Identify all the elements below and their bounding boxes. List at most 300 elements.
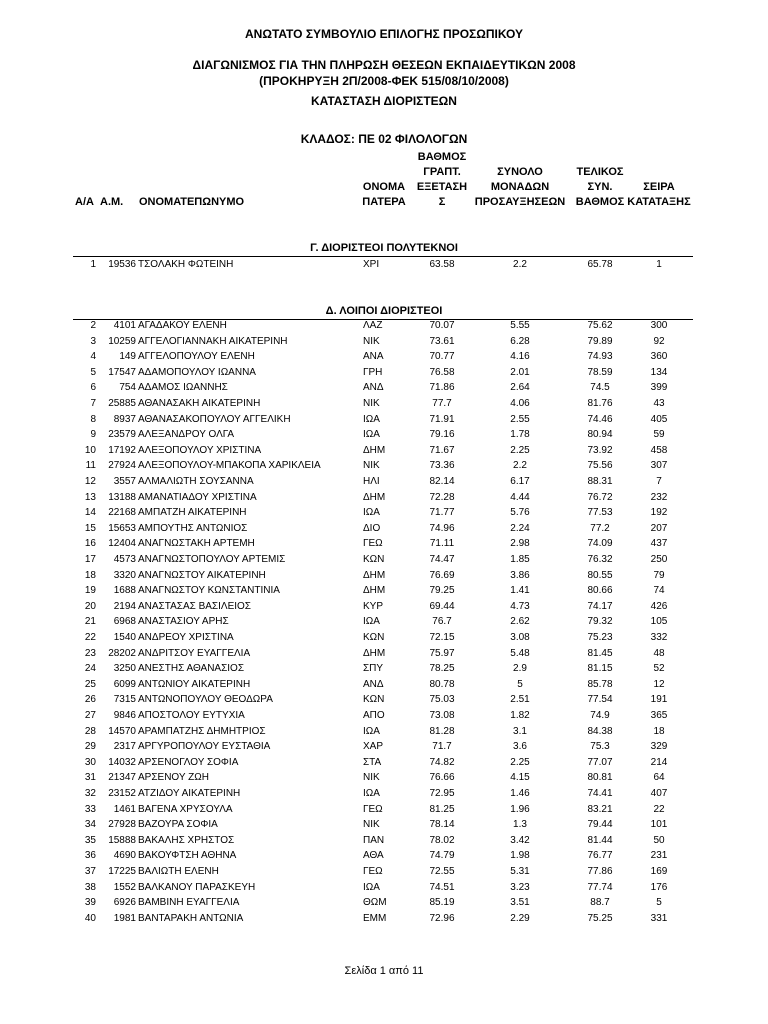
cell-total: 74.46 [587, 413, 613, 425]
cell-aa: 9 [90, 429, 96, 441]
cell-father: ΙΩΑ [363, 788, 380, 799]
cell-father: ΔΗΜ [363, 647, 386, 659]
cell-bonus: 4.06 [510, 398, 530, 409]
cell-name: ΑΛΜΑΛΙΩΤΗ ΣΟΥΣΑΝΝΑ [138, 476, 254, 487]
cell-father: ΙΩΑ [363, 507, 380, 519]
organization-title: ΑΝΩΤΑΤΟ ΣΥΜΒΟΥΛΙΟ ΕΠΙΛΟΓΗΣ ΠΡΟΣΩΠΙΚΟΥ [244, 27, 523, 41]
cell-father: ΓΡΗ [363, 366, 383, 378]
cell-rank: 329 [650, 741, 668, 753]
cell-grade: 74.96 [429, 522, 455, 534]
cell-bonus: 1.46 [510, 788, 530, 799]
cell-bonus: 2.62 [510, 616, 530, 628]
cell-bonus: 2.25 [510, 444, 530, 456]
cell-total: 74.5 [590, 382, 610, 394]
cell-rank: 7 [656, 476, 662, 487]
cell-grade: 69.44 [429, 600, 455, 612]
cell-bonus: 1.78 [510, 429, 530, 441]
cell-aa: 34 [84, 819, 96, 831]
header-father-line1: ΟΝΟΜΑ [362, 181, 406, 193]
cell-total: 77.07 [587, 756, 613, 768]
cell-am: 15653 [108, 522, 136, 534]
cell-name: ΒΑΚΟΥΦΤΣΗ ΑΘΗΝΑ [138, 850, 237, 862]
cell-name: ΑΤΖΙΔΟΥ ΑΙΚΑΤΕΡΙΝΗ [138, 788, 241, 799]
cell-grade: 71.86 [429, 382, 455, 394]
cell-father: ΔΗΜ [363, 444, 386, 456]
cell-am: 6099 [113, 678, 136, 690]
cell-total: 77.53 [587, 507, 613, 519]
cell-father: ΚΥΡ [363, 600, 384, 612]
cell-grade: 76.58 [429, 366, 455, 378]
cell-am: 17547 [108, 366, 136, 378]
cell-aa: 24 [84, 663, 96, 675]
cell-name: ΒΑΜΒΙΝΗ ΕΥΑΓΓΕΛΙΑ [138, 897, 240, 909]
cell-aa: 36 [84, 850, 96, 862]
cell-aa: 39 [84, 897, 96, 909]
cell-name: ΑΝΤΩΝΙΟΥ ΑΙΚΑΤΕΡΙΝΗ [138, 678, 251, 690]
cell-am: 149 [119, 351, 136, 363]
page-footer: Σελίδα 1 από 11 [344, 965, 424, 977]
header-bonus-line3: ΠΡΟΣΑΥΞΗΣΕΩΝ [474, 196, 566, 208]
cell-name: ΒΑΛΙΩΤΗ ΕΛΕΝΗ [138, 866, 219, 877]
cell-rank: 79 [653, 569, 665, 581]
cell-bonus: 2.55 [510, 413, 530, 425]
cell-rank: 207 [650, 522, 668, 534]
cell-name: ΒΑΖΟΥΡΑ ΣΟΦΙΑ [138, 819, 218, 831]
cell-bonus: 3.1 [513, 725, 527, 737]
cell-total: 76.72 [587, 491, 613, 503]
cell-am: 25885 [108, 398, 136, 409]
cell-am: 1552 [113, 881, 136, 893]
cell-aa: 38 [84, 881, 96, 893]
cell-name: ΑΛΕΞΑΝΔΡΟΥ ΟΛΓΑ [138, 429, 235, 441]
cell-total: 80.55 [587, 569, 613, 581]
cell-father: ΑΘΑ [363, 850, 384, 862]
cell-aa: 3 [90, 335, 96, 347]
cell-rank: 74 [653, 585, 665, 597]
cell-aa: 11 [85, 460, 96, 472]
cell-name: ΑΝΑΓΝΩΣΤΑΚΗ ΑΡΤΕΜΗ [138, 538, 255, 550]
cell-father: ΓΕΩ [363, 803, 383, 815]
cell-bonus: 2.2 [513, 259, 527, 270]
cell-father: ΔΗΜ [363, 491, 386, 503]
cell-grade: 79.25 [429, 585, 455, 597]
cell-father: ΙΩΑ [363, 725, 380, 737]
cell-bonus: 3.6 [513, 741, 527, 753]
cell-aa: 27 [84, 710, 96, 721]
cell-rank: 134 [650, 366, 668, 378]
cell-am: 17192 [108, 444, 136, 456]
cell-aa: 16 [84, 538, 96, 550]
cell-name: ΒΑΓΕΝΑ ΧΡΥΣΟΥΛΑ [138, 803, 233, 815]
cell-total: 81.45 [587, 647, 613, 659]
header-grade-line3: ΕΞΕΤΑΣΗ [416, 181, 468, 193]
cell-am: 28202 [108, 647, 136, 659]
cell-aa: 31 [84, 772, 96, 784]
cell-bonus: 1.96 [510, 803, 530, 815]
cell-bonus: 3.08 [510, 632, 530, 643]
cell-rank: 50 [653, 834, 665, 846]
cell-am: 2317 [113, 741, 136, 753]
branch-title: ΚΛΑΔΟΣ: ΠΕ 02 ΦΙΛΟΛΟΓΩΝ [300, 132, 468, 146]
cell-name: ΤΣΟΛΑΚΗ ΦΩΤΕΙΝΗ [138, 259, 234, 270]
cell-aa: 19 [84, 585, 96, 597]
cell-grade: 70.07 [429, 320, 455, 331]
cell-am: 1688 [113, 585, 136, 597]
cell-aa: 18 [84, 569, 96, 581]
cell-father: ΑΝΔ [363, 678, 384, 690]
cell-am: 14570 [108, 725, 136, 737]
cell-name: ΑΜΠΟΥΤΗΣ ΑΝΤΩΝΙΟΣ [138, 522, 248, 534]
cell-total: 76.32 [587, 554, 613, 565]
cell-rank: 232 [650, 491, 668, 503]
cell-total: 73.92 [587, 444, 613, 456]
cell-name: ΑΔΑΜΟΠΟΥΛΟΥ ΙΩΑΝΝΑ [138, 366, 256, 378]
cell-am: 13188 [108, 491, 136, 503]
cell-aa: 12 [84, 476, 96, 487]
cell-total: 88.7 [590, 897, 610, 909]
cell-grade: 81.25 [429, 803, 455, 815]
cell-father: ΑΝΔ [363, 382, 384, 394]
cell-total: 75.25 [587, 912, 613, 924]
cell-am: 7315 [113, 694, 136, 706]
cell-bonus: 6.28 [510, 335, 530, 347]
section-title-polyteknoi: Γ. ΔΙΟΡΙΣΤΕΟΙ ΠΟΛΥΤΕΚΝΟΙ [310, 242, 458, 254]
cell-father: ΧΡΙ [363, 259, 380, 270]
cell-grade: 75.97 [429, 647, 455, 659]
cell-grade: 74.51 [429, 881, 455, 893]
cell-total: 80.81 [587, 772, 613, 784]
cell-name: ΑΓΓΕΛΟΓΙΑΝΝΑΚΗ ΑΙΚΑΤΕΡΙΝΗ [138, 335, 288, 347]
cell-name: ΑΝΤΩΝΟΠΟΥΛΟΥ ΘΕΟΔΩΡΑ [138, 694, 273, 706]
cell-name: ΑΓΑΔΑΚΟΥ ΕΛΕΝΗ [138, 320, 227, 331]
cell-am: 8937 [113, 413, 136, 425]
cell-name: ΑΛΕΞΟΠΟΥΛΟΥ-ΜΠΑΚΟΠΑ ΧΑΡΙΚΛΕΙΑ [138, 460, 321, 472]
cell-name: ΒΑΚΑΛΗΣ ΧΡΗΣΤΟΣ [138, 834, 235, 846]
cell-aa: 25 [84, 678, 96, 690]
cell-rank: 365 [650, 710, 668, 721]
cell-father: ΠΑΝ [363, 834, 385, 846]
cell-father: ΧΑΡ [363, 741, 384, 753]
cell-grade: 82.14 [429, 476, 455, 487]
cell-am: 17225 [108, 866, 136, 877]
header-aa: Α/Α [75, 196, 94, 208]
cell-father: ΗΛΙ [363, 476, 380, 487]
cell-grade: 78.25 [429, 663, 455, 675]
cell-aa: 2 [90, 320, 96, 331]
cell-total: 79.32 [587, 616, 613, 628]
cell-grade: 74.79 [429, 850, 455, 862]
cell-bonus: 4.44 [510, 491, 530, 503]
cell-bonus: 2.01 [510, 366, 530, 378]
cell-am: 1540 [113, 632, 136, 643]
cell-total: 79.44 [587, 819, 613, 831]
header-rank-line2: ΚΑΤΑΤΑΞΗΣ [627, 196, 691, 208]
cell-name: ΑΝΕΣΤΗΣ ΑΘΑΝΑΣΙΟΣ [138, 663, 245, 675]
cell-father: ΑΝΑ [363, 351, 384, 363]
cell-aa: 33 [84, 803, 96, 815]
cell-am: 4101 [113, 320, 136, 331]
header-grade-line1: ΒΑΘΜΟΣ [417, 151, 467, 163]
cell-am: 1981 [113, 912, 136, 924]
cell-father: ΚΩΝ [363, 632, 385, 643]
cell-rank: 426 [650, 600, 668, 612]
cell-total: 75.56 [587, 460, 613, 472]
cell-rank: 407 [650, 788, 668, 799]
cell-rank: 92 [653, 335, 665, 347]
cell-am: 19536 [108, 259, 136, 270]
cell-grade: 80.78 [429, 678, 455, 690]
cell-grade: 71.67 [429, 444, 455, 456]
cell-bonus: 4.73 [510, 600, 530, 612]
cell-rank: 22 [653, 803, 665, 815]
cell-father: ΚΩΝ [363, 554, 385, 565]
cell-name: ΑΡΣΕΝΟΓΛΟΥ ΣΟΦΙΑ [138, 756, 239, 768]
header-bonus-line2: ΜΟΝΑΔΩΝ [490, 181, 550, 193]
cell-am: 27924 [108, 460, 136, 472]
cell-father: ΣΠΥ [363, 663, 384, 675]
cell-am: 1461 [113, 803, 136, 815]
cell-name: ΒΑΝΤΑΡΑΚΗ ΑΝΤΩΝΙΑ [138, 912, 244, 924]
cell-am: 754 [119, 382, 136, 394]
header-grade-line4: Σ [438, 196, 446, 208]
cell-rank: 405 [650, 413, 668, 425]
cell-rank: 48 [653, 647, 665, 659]
cell-grade: 76.69 [429, 569, 455, 581]
cell-am: 23579 [108, 429, 136, 441]
cell-am: 23152 [108, 788, 136, 799]
cell-grade: 72.95 [429, 788, 455, 799]
cell-aa: 21 [84, 616, 96, 628]
cell-father: ΕΜΜ [363, 912, 387, 924]
cell-bonus: 2.29 [510, 912, 530, 924]
cell-rank: 231 [650, 850, 668, 862]
cell-name: ΑΝΑΣΤΑΣΙΟΥ ΑΡΗΣ [138, 616, 229, 628]
cell-bonus: 2.2 [513, 460, 527, 472]
cell-aa: 23 [84, 647, 96, 659]
cell-total: 79.89 [587, 335, 613, 347]
cell-aa: 8 [90, 413, 96, 425]
cell-father: ΝΙΚ [363, 335, 380, 347]
cell-grade: 63.58 [429, 259, 455, 270]
cell-total: 74.9 [590, 710, 610, 721]
cell-bonus: 4.16 [510, 351, 530, 363]
cell-aa: 4 [90, 351, 96, 363]
cell-aa: 30 [84, 756, 96, 768]
cell-aa: 13 [84, 491, 96, 503]
cell-name: ΑΓΓΕΛΟΠΟΥΛΟΥ ΕΛΕΝΗ [138, 351, 255, 363]
cell-father: ΣΤΑ [363, 756, 382, 768]
cell-grade: 78.02 [429, 834, 455, 846]
cell-name: ΑΛΕΞΟΠΟΥΛΟΥ ΧΡΙΣΤΙΝΑ [138, 444, 262, 456]
cell-father: ΔΙΟ [363, 522, 381, 534]
cell-bonus: 2.98 [510, 538, 530, 550]
cell-total: 83.21 [587, 803, 613, 815]
cell-total: 77.2 [590, 522, 610, 534]
cell-bonus: 3.42 [510, 834, 530, 846]
cell-aa: 17 [84, 554, 96, 565]
cell-total: 80.94 [587, 429, 613, 441]
cell-bonus: 1.98 [510, 850, 530, 862]
cell-rank: 250 [650, 554, 668, 565]
cell-total: 85.78 [587, 678, 613, 690]
cell-bonus: 5.76 [510, 507, 530, 519]
cell-am: 6926 [113, 897, 136, 909]
cell-bonus: 1.3 [513, 819, 527, 831]
header-bonus-line1: ΣΥΝΟΛΟ [497, 166, 543, 178]
cell-bonus: 3.23 [510, 881, 530, 893]
cell-grade: 73.36 [429, 460, 455, 472]
cell-bonus: 3.86 [510, 569, 530, 581]
cell-aa: 35 [84, 834, 96, 846]
cell-father: ΔΗΜ [363, 569, 386, 581]
cell-father: ΘΩΜ [363, 897, 387, 909]
cell-father: ΙΩΑ [363, 616, 380, 628]
cell-name: ΑΠΟΣΤΟΛΟΥ ΕΥΤΥΧΙΑ [138, 710, 245, 721]
cell-aa: 6 [90, 382, 96, 394]
cell-name: ΑΘΑΝΑΣΑΚΟΠΟΥΛΟΥ ΑΓΓΕΛΙΚΗ [138, 413, 291, 425]
cell-grade: 74.82 [429, 756, 455, 768]
cell-rank: 64 [653, 772, 665, 784]
cell-father: ΓΕΩ [363, 866, 383, 877]
header-father-line2: ΠΑΤΕΡΑ [362, 196, 406, 208]
header-total-line3: ΒΑΘΜΟΣ [575, 196, 625, 208]
cell-aa: 28 [84, 725, 96, 737]
cell-rank: 18 [653, 725, 665, 737]
cell-rank: 52 [653, 663, 665, 675]
cell-am: 2194 [113, 600, 136, 612]
cell-bonus: 3.51 [510, 897, 530, 909]
cell-am: 12404 [108, 538, 136, 550]
cell-total: 84.38 [587, 725, 613, 737]
cell-rank: 331 [650, 912, 668, 924]
cell-name: ΑΡΑΜΠΑΤΖΗΣ ΔΗΜΗΤΡΙΟΣ [138, 725, 266, 737]
cell-rank: 458 [650, 444, 668, 456]
cell-total: 77.74 [587, 881, 613, 893]
cell-rank: 59 [653, 429, 665, 441]
cell-am: 3250 [113, 663, 136, 675]
header-am: Α.Μ. [100, 196, 124, 208]
cell-grade: 73.08 [429, 710, 455, 721]
cell-total: 74.93 [587, 351, 613, 363]
cell-bonus: 5.55 [510, 320, 530, 331]
header-total-line2: ΣΥΝ. [587, 181, 613, 193]
cell-aa: 15 [84, 522, 96, 534]
cell-name: ΑΝΔΡΕΟΥ ΧΡΙΣΤΙΝΑ [138, 632, 234, 643]
cell-rank: 437 [650, 538, 668, 550]
cell-aa: 22 [84, 632, 96, 643]
cell-rank: 1 [656, 259, 662, 270]
cell-bonus: 5 [517, 678, 523, 690]
cell-grade: 72.55 [429, 866, 455, 877]
cell-total: 81.44 [587, 834, 613, 846]
cell-grade: 79.16 [429, 429, 455, 441]
cell-am: 3320 [113, 569, 136, 581]
cell-grade: 76.66 [429, 772, 455, 784]
cell-grade: 71.7 [432, 741, 452, 753]
cell-aa: 1 [90, 259, 96, 270]
cell-total: 77.86 [587, 866, 613, 877]
cell-bonus: 1.85 [510, 554, 530, 565]
cell-total: 81.76 [587, 398, 613, 409]
cell-father: ΝΙΚ [363, 819, 380, 831]
cell-father: ΙΩΑ [363, 429, 380, 441]
cell-grade: 73.61 [429, 335, 455, 347]
cell-am: 15888 [108, 834, 136, 846]
cell-total: 81.15 [587, 663, 613, 675]
cell-name: ΑΜΑΝΑΤΙΑΔΟΥ ΧΡΙΣΤΙΝΑ [138, 491, 257, 503]
competition-title: ΔΙΑΓΩΝΙΣΜΟΣ ΓΙΑ ΤΗΝ ΠΛΗΡΩΣΗ ΘΕΣΕΩΝ ΕΚΠΑΙΔΕΥΤΙΚΩΝ 2008 [192, 58, 576, 72]
cell-grade: 74.47 [429, 554, 455, 565]
cell-bonus: 2.51 [510, 694, 530, 706]
cell-father: ΔΗΜ [363, 585, 386, 597]
cell-bonus: 2.9 [513, 663, 527, 675]
cell-total: 78.59 [587, 366, 613, 378]
cell-bonus: 5.48 [510, 647, 530, 659]
cell-total: 74.41 [587, 788, 613, 799]
cell-grade: 71.11 [429, 538, 455, 550]
cell-total: 74.17 [587, 600, 613, 612]
cell-grade: 71.77 [429, 507, 455, 519]
cell-father: ΛΑΖ [363, 320, 383, 331]
cell-name: ΑΝΑΓΝΩΣΤΟΥ ΚΩΝΣΤΑΝΤΙΝΙΑ [138, 585, 280, 597]
cell-total: 75.23 [587, 632, 613, 643]
cell-grade: 76.7 [432, 616, 452, 628]
cell-am: 9846 [113, 710, 136, 721]
cell-bonus: 2.64 [510, 382, 530, 394]
cell-rank: 307 [650, 460, 668, 472]
cell-rank: 300 [650, 320, 668, 331]
cell-rank: 12 [653, 678, 665, 690]
cell-aa: 20 [84, 600, 96, 612]
cell-aa: 10 [84, 444, 96, 456]
cell-total: 75.3 [590, 741, 610, 753]
header-rank-line1: ΣΕΙΡΑ [643, 181, 675, 193]
cell-father: ΙΩΑ [363, 881, 380, 893]
cell-bonus: 1.82 [510, 710, 530, 721]
cell-grade: 72.15 [429, 632, 455, 643]
cell-name: ΑΡΓΥΡΟΠΟΥΛΟΥ ΕΥΣΤΑΘΙΑ [138, 741, 271, 753]
cell-total: 77.54 [587, 694, 613, 706]
cell-aa: 14 [84, 507, 96, 519]
cell-father: ΝΙΚ [363, 772, 380, 784]
cell-rank: 43 [653, 398, 665, 409]
header-name: ΟΝΟΜΑΤΕΠΩΝΥΜΟ [139, 196, 245, 208]
cell-grade: 78.14 [429, 819, 455, 831]
cell-rank: 5 [656, 897, 662, 909]
cell-grade: 72.96 [429, 912, 455, 924]
cell-rank: 192 [650, 507, 668, 519]
header-grade-line2: ΓΡΑΠΤ. [423, 166, 461, 178]
cell-am: 4690 [113, 850, 136, 862]
cell-total: 74.09 [587, 538, 613, 550]
cell-total: 65.78 [587, 259, 613, 270]
cell-bonus: 2.25 [510, 756, 530, 768]
cell-name: ΒΑΛΚΑΝΟΥ ΠΑΡΑΣΚΕΥΗ [138, 881, 256, 893]
cell-rank: 169 [650, 866, 668, 877]
cell-grade: 70.77 [429, 351, 455, 363]
cell-grade: 75.03 [429, 694, 455, 706]
cell-aa: 5 [90, 366, 96, 378]
cell-bonus: 2.24 [510, 522, 530, 534]
cell-name: ΑΘΑΝΑΣΑΚΗ ΑΙΚΑΤΕΡΙΝΗ [138, 398, 261, 409]
header-total-line1: ΤΕΛΙΚΟΣ [576, 166, 624, 178]
cell-am: 3557 [113, 476, 136, 487]
cell-aa: 40 [84, 912, 96, 924]
cell-aa: 26 [84, 694, 96, 706]
cell-father: ΝΙΚ [363, 460, 380, 472]
cell-rank: 332 [650, 632, 668, 643]
cell-aa: 37 [84, 866, 96, 877]
